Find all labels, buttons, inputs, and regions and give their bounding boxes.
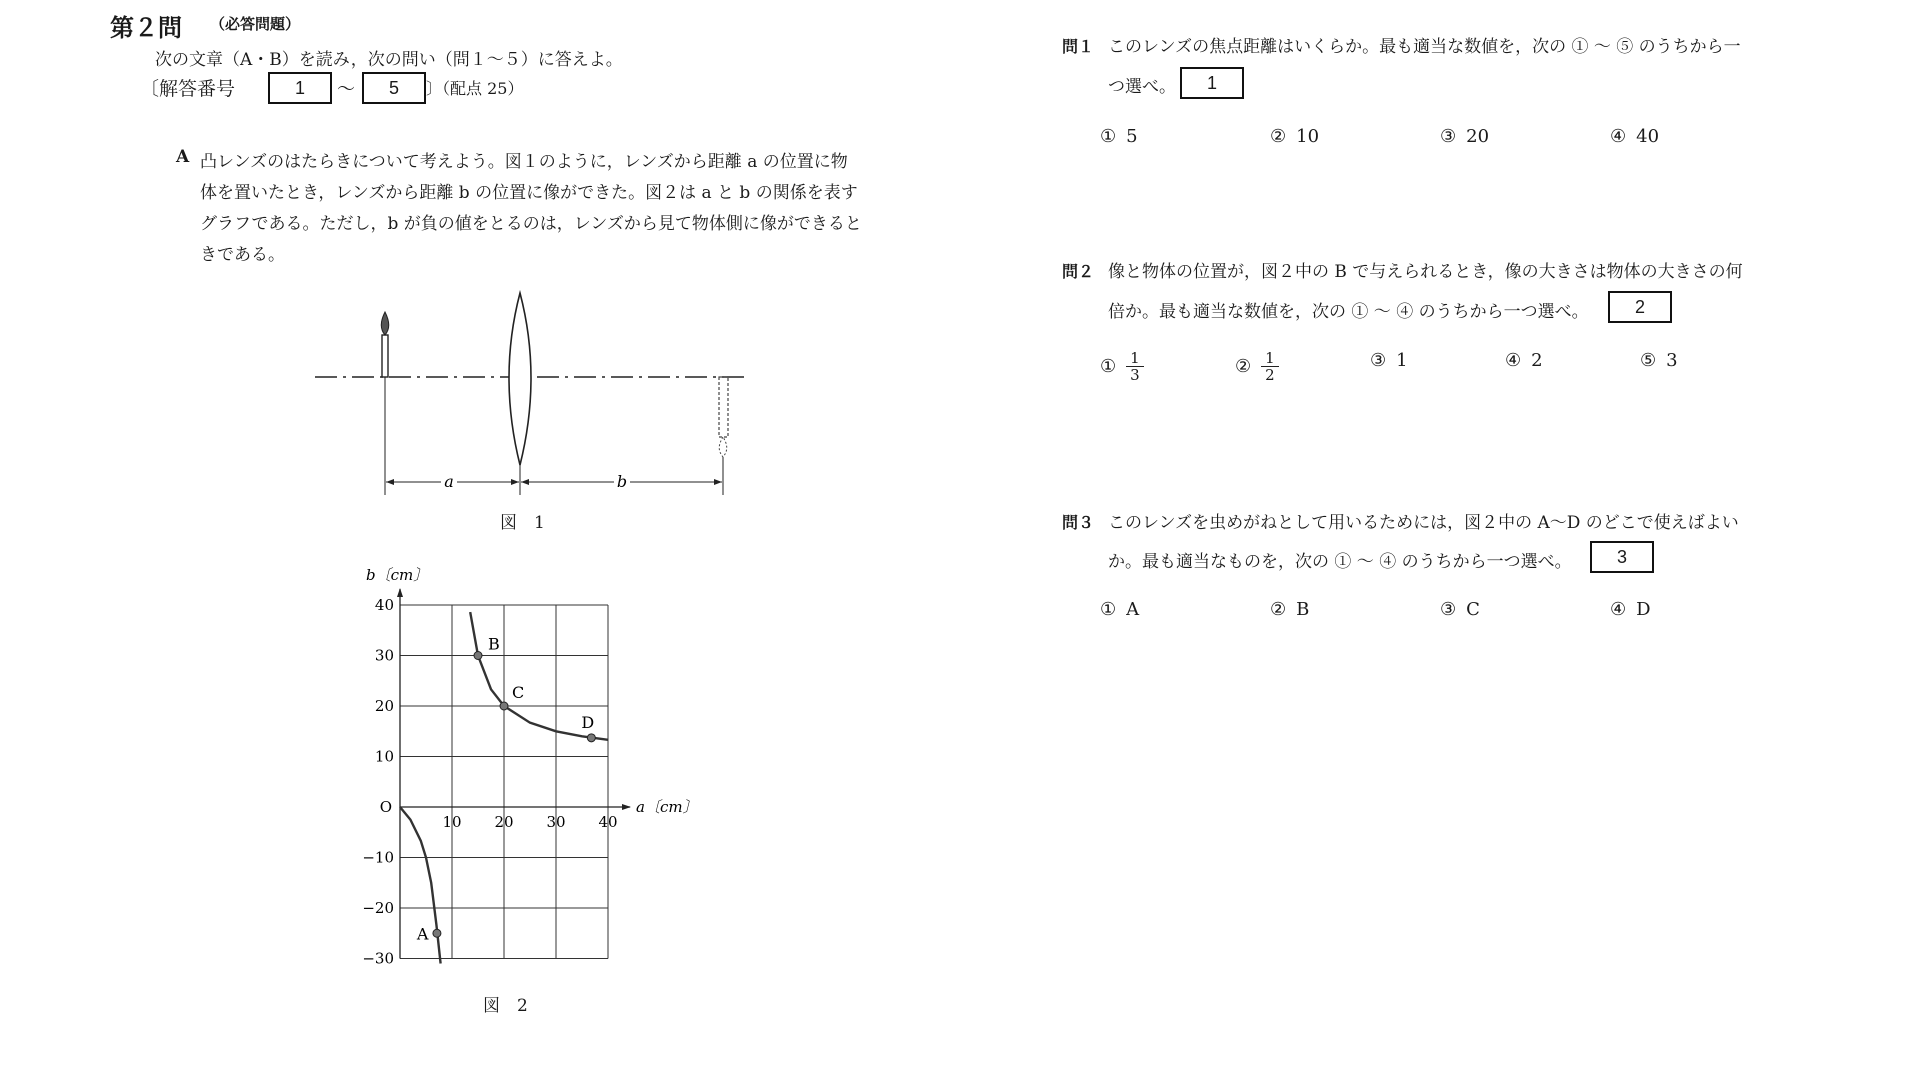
q2-line-1: 像と物体の位置が，図２中の B で与えられるとき，像の大きさは物体の大きさの何 [1108, 262, 1743, 282]
q1-answer-box: 1 [1180, 67, 1244, 99]
q1-option-4 [1610, 126, 1659, 147]
option-value: 5 [1126, 126, 1138, 147]
option-mark: ② [1270, 599, 1287, 620]
q3-answer-box: 3 [1590, 541, 1654, 573]
point-C [500, 702, 508, 710]
convex-lens [509, 293, 531, 465]
object-candle [382, 335, 388, 377]
point-label-C: C [512, 683, 525, 702]
q3-line-2: か。最も適当なものを，次の ① ～ ④ のうちから一つ選べ。 [1108, 552, 1572, 572]
fraction-numerator: 1 [1126, 350, 1144, 367]
option-value: D [1636, 599, 1651, 620]
q1-line-1: このレンズの焦点距離はいくらか。最も適当な数値を，次の ① ～ ⑤ のうちから一 [1108, 37, 1741, 57]
q3-option-3 [1440, 599, 1480, 620]
x-tick-label: 30 [546, 813, 566, 831]
answer-range-tilde: ～ [337, 79, 355, 100]
answer-box-end: 5 [362, 72, 426, 104]
image-inverted [719, 377, 728, 437]
candle-flame-icon [381, 312, 389, 335]
points-text: 〕（配点 25） [426, 79, 524, 98]
y-tick-label: 40 [374, 596, 394, 614]
figure-2-caption: 図 2 [483, 996, 528, 1016]
section-a-line-1: 凸レンズのはたらきについて考えよう。図１のように，レンズから距離 a の位置に物 [200, 152, 848, 172]
option-value: 20 [1466, 126, 1490, 147]
point-label-A: A [416, 924, 429, 944]
option-mark: ④ [1505, 350, 1522, 371]
section-title: 第２問 [110, 14, 182, 42]
answer-number-label: 〔解答番号 [140, 78, 236, 100]
option-mark: ④ [1610, 126, 1627, 147]
y-tick-label: 30 [374, 646, 394, 665]
figure-2-graph [355, 560, 715, 980]
option-value: 10 [1296, 126, 1320, 147]
q2-option-4 [1505, 350, 1543, 371]
distance-a-label: a [444, 472, 454, 491]
q2-option-3 [1370, 350, 1408, 371]
q1-option-1 [1100, 126, 1138, 147]
q2-option-5 [1640, 350, 1678, 371]
y-tick-label: −30 [362, 949, 394, 968]
x-tick-label: 10 [442, 813, 462, 831]
point-label-B: B [488, 634, 500, 654]
y-axis-label: b〔cm〕 [366, 566, 429, 584]
q1-option-2 [1270, 126, 1319, 147]
option-mark: ② [1270, 126, 1287, 147]
q3-option-4 [1610, 599, 1651, 620]
q2-line-2: 倍か。最も適当な数値を，次の ① ～ ④ のうちから一つ選べ。 [1108, 302, 1589, 322]
image-flame-icon [719, 437, 727, 457]
figure-1 [300, 285, 760, 525]
y-tick-label: 20 [374, 697, 394, 715]
q2-label: 問２ [1062, 262, 1095, 281]
option-value: 2 [1531, 350, 1543, 371]
option-value: 3 [1666, 350, 1678, 371]
q1-option-3 [1440, 126, 1489, 147]
fraction-denominator: 3 [1130, 366, 1140, 384]
q3-label: 問３ [1062, 513, 1095, 532]
option-fraction [1261, 350, 1279, 383]
q2-answer-box: 2 [1608, 291, 1672, 323]
option-mark: ⑤ [1640, 350, 1657, 371]
x-tick-label: 40 [598, 813, 618, 831]
q3-option-1 [1100, 599, 1139, 620]
section-a-line-2: 体を置いたとき，レンズから距離 b の位置に像ができた。図２は a と b の関係を表す [200, 183, 858, 203]
q2-option-2 [1235, 350, 1279, 383]
distance-b-label: b [616, 472, 628, 491]
y-tick-label: −20 [362, 899, 394, 917]
y-axis-arrow-icon [397, 588, 403, 597]
answer-box-start: 1 [268, 72, 332, 104]
q2-option-1 [1100, 350, 1144, 383]
option-mark: ③ [1370, 350, 1387, 371]
x-axis-label: a〔cm〕 [636, 798, 698, 816]
q3-line-1: このレンズを虫めがねとして用いるためには，図２中の A～D のどこで使えばよい [1108, 513, 1739, 533]
option-value: 40 [1636, 126, 1660, 147]
instruction-text: 次の文章（A・B）を読み，次の問い（問１～５）に答えよ。 [155, 50, 623, 70]
origin-label: O [379, 798, 392, 816]
option-mark: ① [1100, 599, 1117, 620]
option-value: B [1296, 599, 1310, 620]
option-value: 1 [1396, 350, 1408, 371]
fraction-numerator: 1 [1261, 350, 1279, 367]
option-value: C [1466, 599, 1480, 620]
option-mark: ③ [1440, 599, 1457, 620]
option-mark: ① [1100, 355, 1117, 377]
x-tick-label: 20 [494, 813, 514, 831]
point-B [474, 652, 482, 660]
section-a-line-4: きである。 [200, 245, 285, 265]
point-D [587, 734, 595, 742]
fraction-denominator: 2 [1265, 366, 1275, 384]
section-a-line-3: グラフである。ただし，b が負の値をとるのは，レンズから見て物体側に像ができると [200, 214, 862, 234]
option-mark: ① [1100, 126, 1117, 147]
q3-option-2 [1270, 599, 1309, 620]
y-tick-label: 10 [374, 747, 394, 766]
point-A [433, 929, 441, 937]
x-axis-arrow-icon [622, 804, 631, 810]
figure-1-caption: 図 1 [500, 513, 545, 533]
option-mark: ④ [1610, 599, 1627, 620]
section-a-label: A [176, 147, 190, 167]
y-tick-label: −10 [362, 848, 394, 867]
option-mark: ② [1235, 355, 1252, 377]
option-value: A [1126, 599, 1140, 620]
q1-label: 問１ [1062, 37, 1095, 56]
point-label-D: D [581, 712, 595, 732]
q1-line-2: つ選べ。 [1108, 77, 1176, 97]
option-mark: ③ [1440, 126, 1457, 147]
option-fraction [1126, 350, 1144, 383]
section-subtitle: （必答問題） [210, 15, 301, 33]
